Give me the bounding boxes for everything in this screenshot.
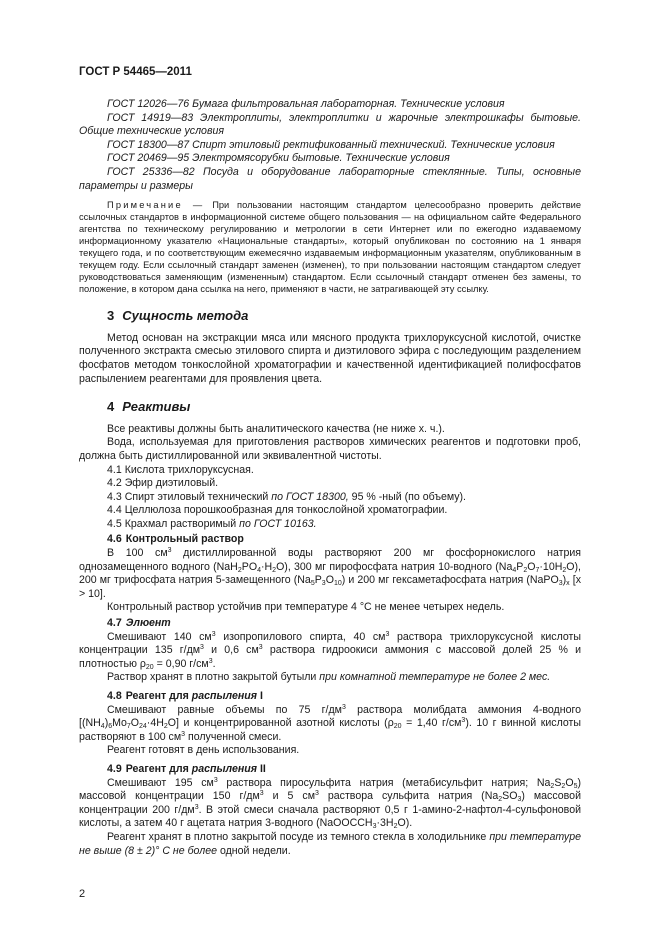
note-paragraph: [79, 199, 581, 295]
subsection-4-8-heading: 4.8 Реагент для распыления I: [107, 690, 263, 702]
note-text: При пользовании настоящим стандартом целесообразно проверить действие ссылочных стандартов в информационной системе общего пользования — на официальном сайте Федерального агентства по техническому регулированию и метрологии в сети Интернет или по ежегодно издаваемому информационному указателю «Национальные стандарты», который опубликован по состоянию на 1 января текущего года, и по соответствующим ежемесячно издаваемым информационным указателям, опубликованным в текущем году. Если ссылочный стандарт заменен (изменен), то при пользовании настоящим стандартом следует руководствоваться заменяющим (измененным) стандартом. Если ссылочный стандарт отменен без замены, то положение, в котором дана ссылка на него, применяют в части, не затрагивающей эту ссылку.: [79, 200, 582, 295]
section-4-heading: 4 Реактивы: [107, 399, 191, 415]
subsection-4-6-heading: 4.6 Контрольный раствор: [107, 533, 244, 546]
subsection-4-7-text: Смешивают 140 $см^3$ изопропилового спирта, 40 $см^3$ раствора трихлоруксусной кислоты концентрации 135 $г/дм^3$ и 0,6 $см^3$ раствора гидроокиси аммония с массовой долей 25 % и плотностью $\rho_{20} = 0,90$ $г/см^3$.: [79, 630, 582, 671]
reference-item: ГОСТ 18300—87 Спирт этиловый ректификованный технический. Технические условия: [107, 138, 555, 151]
subsection-4-7-heading: 4.7 Элюент: [107, 617, 171, 630]
document-header: ГОСТ Р 54465—2011: [79, 66, 192, 78]
reagent-item: 4.2 Эфир диэтиловый.: [107, 477, 219, 490]
section-3-text: Метод основан на экстракции мяса или мясного продукта трихлоруксусной кислотой, очистке полученного экстракта смесью этилового спирта и диэтилового эфира с последующим разделением фосфатов методом тонкослойной хроматографии и качественной идентификацией полифосфатов распылением реагентами для проявления цвета.: [79, 331, 581, 385]
subsection-4-8-text: Реагент готовят в день использования.: [107, 744, 300, 757]
subsection-4-7-text: Раствор хранят в плотно закрытой бутыли при комнатной температуре не более 2 мес.: [107, 671, 551, 684]
reagent-item: 4.1 Кислота трихлоруксусная.: [107, 463, 254, 476]
subsection-4-6-text: В 100 $см^3$ дистиллированной воды растворяют 200 мг фосфорнокислого натрия однозамещенного водного $(NaH_2PO_4\cdot H_2O)$, 300 мг пирофосфата натрия 10-водного $(Na_4P_2O_7\cdot 10H_2O)$, 200 мг трифосфата натрия 5-замещенного $(Na_5P_3O_{10})$ и 200 мг гексаметафосфата натрия $(NaPO_3)_x$ [x > 10].: [79, 547, 581, 600]
subsection-4-9-text: Смешивают 195 $см^3$ раствора пиросульфита натрия (метабисульфит натрия; $Na_2S_2O_5$) массовой концентрации 150 $г/дм^3$ и 5 $см^3$ раствора сульфита натрия $(Na_2SO_3)$ массовой концентрации 200 $г/дм^3$. В этой смеси сначала растворяют 0,5 г 1-амино-2-нафтол-4-сульфоновой кислоты, а затем 40 г ацетата натрия 3-водного $(NaOOCCH_3\cdot 3H_2O)$.: [79, 776, 582, 831]
section-3-heading: 3 Сущность метода: [107, 308, 249, 324]
section-4-paragraph: Все реактивы должны быть аналитического качества (не ниже х. ч.).: [107, 422, 445, 435]
reference-item: ГОСТ 12026—76 Бумага фильтровальная лабораторная. Технические условия: [107, 98, 505, 110]
page-content: [79, 98, 581, 858]
reagent-item: 4.5 Крахмал растворимый по ГОСТ 10163.: [107, 517, 317, 530]
note-label: Примечание —: [107, 200, 205, 211]
reference-item: ГОСТ 20469—95 Электромясорубки бытовые. Технические условия: [107, 152, 450, 165]
subsection-4-6-text: Контрольный раствор устойчив при температуре 4 °C не менее четырех недель.: [107, 601, 505, 614]
page-number: 2: [79, 888, 86, 900]
section-4-paragraph: Вода, используемая для приготовления растворов химических реагентов и подготовки проб, должна быть дистиллированной или эквивалентной чистоты.: [79, 436, 581, 462]
reagent-item: 4.3 Спирт этиловый технический по ГОСТ 18300, 95 % -ный (по объему).: [107, 490, 467, 503]
subsection-4-9-text: Реагент хранят в плотно закрытой посуде из темного стекла в холодильнике при температуре не выше (8 ± 2)° С не более одной недели.: [79, 830, 582, 857]
reference-item: ГОСТ 14919—83 Электроплиты, электроплитки и жарочные электрошкафы бытовые. Общие технические условия: [79, 111, 581, 138]
subsection-4-8-text: Смешивают равные объемы по 75 $г/дм^3$ раствора молибдата аммония 4-водного $[(NH_4)_6Mo_7O_{24}\cdot 4H_2O]$ и концентрированной азотной кислоты ($\rho_{20} = 1,40$ $г/см^3$). 10 г винной кислоты растворяют в 100 $см^3$ полученной смеси.: [79, 703, 581, 743]
subsection-4-9-heading: 4.9 Реагент для распыления II: [107, 762, 266, 775]
reagent-item: 4.4 Целлюлоза порошкообразная для тонкослойной хроматографии.: [107, 504, 448, 517]
reference-item: ГОСТ 25336—82 Посуда и оборудование лабораторные стеклянные. Типы, основные параметры и размеры: [79, 165, 581, 192]
